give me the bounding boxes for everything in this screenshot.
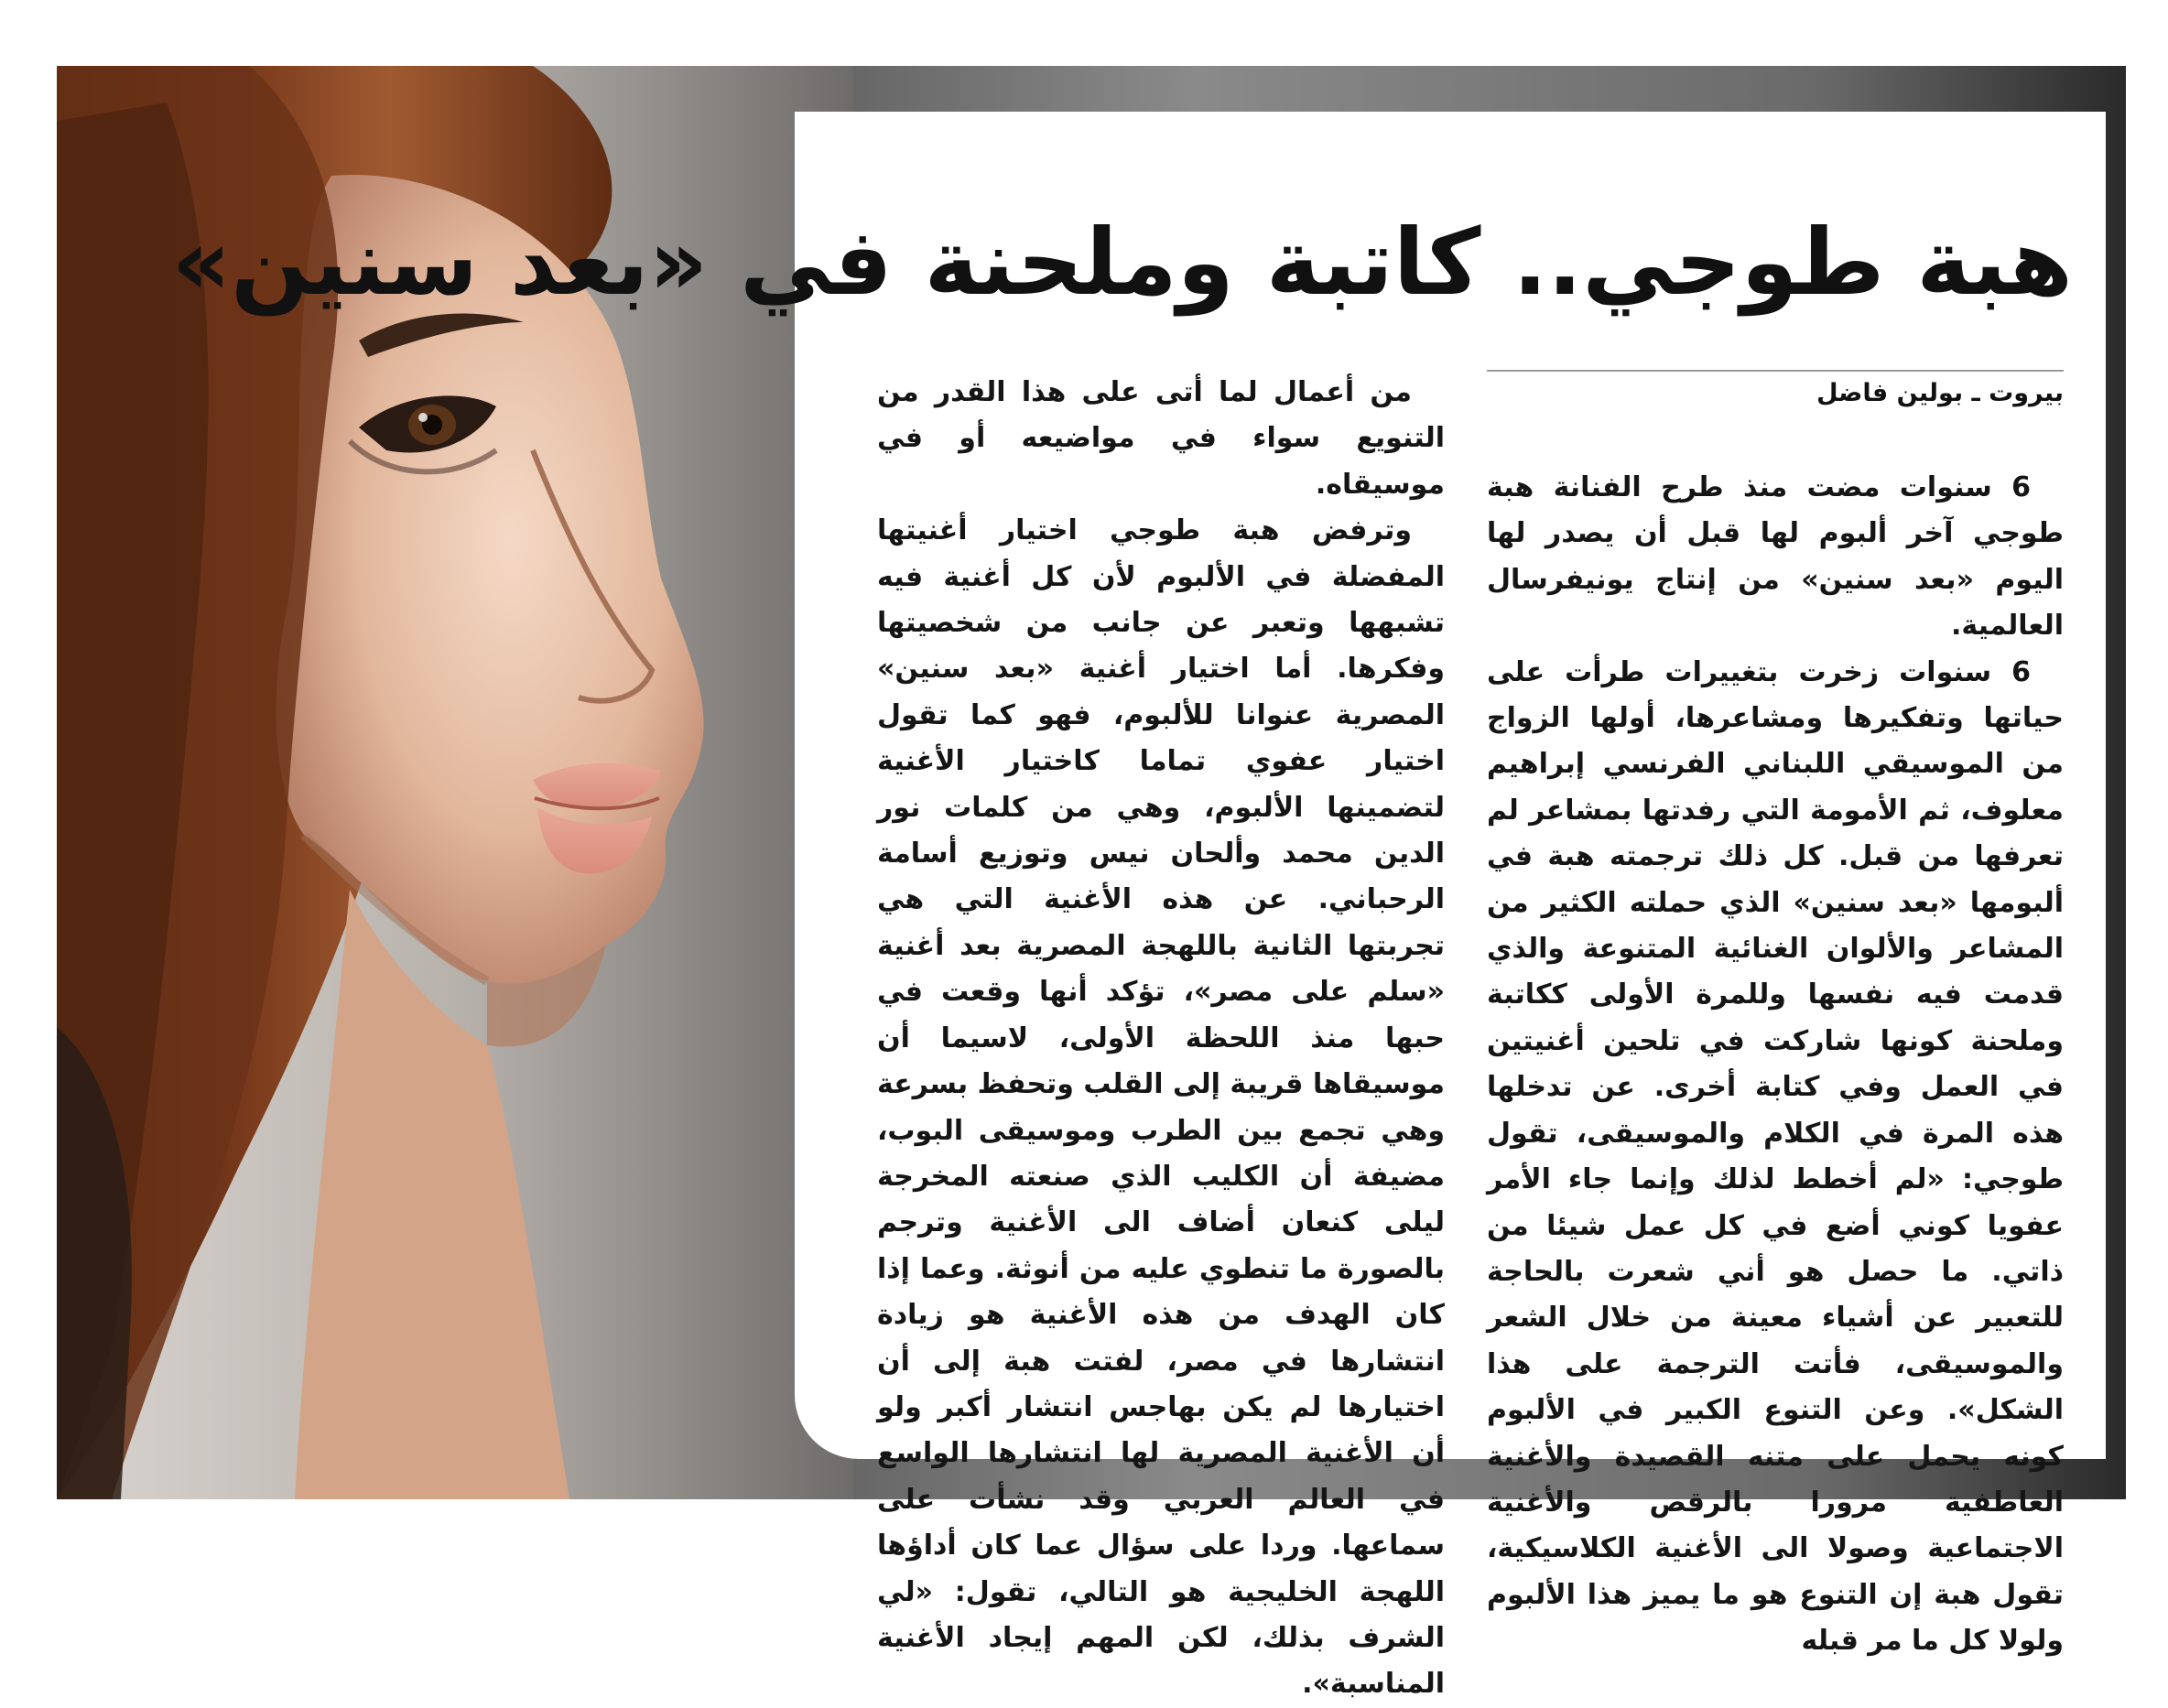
paragraph: من أعمال لما أتى على هذا القدر من التنويع سواء في مواضيعه أو في موسيقاه. (877, 376, 1445, 501)
headline: هبة طوجي.. كاتبة وملحنة في «بعد سنين» (171, 209, 2073, 316)
paragraph: 6 سنوات مضت منذ طرح الفنانة هبة طوجي آخر ألبوم لها قبل أن يصدر لها اليوم «بعد سنين» من إنتاج يونيفرسال العالمية. (1487, 471, 2064, 643)
article-column-left (877, 370, 1445, 1708)
article-column-right (1487, 465, 2064, 1665)
paragraph: 6 سنوات زخرت بتغييرات طرأت على حياتها وتفكيرها ومشاعرها، أولها الزواج من الموسيقي اللبناني الفرنسي إبراهيم معلوف، ثم الأمومة التي رفدتها بمشاعر لم تعرفها من قبل. كل ذلك ترجمته هبة في ألبومها «بعد سنين» الذي حملته الكثير من المشاعر والألوان الغنائية المتنوعة والذي قدمت فيه نفسها وللمرة الأولى ككاتبة وملحنة كونها شاركت في تلحين أغنيتين في العمل وفي كتابة أخرى. عن تدخلها هذه المرة في الكلام والموسيقى، تقول طوجي: «لم أخطط لذلك وإنما جاء الأمر عفويا كوني أضع في كل عمل شيئا من ذاتي. ما حصل هو أني شعرت بالحاجة للتعبير عن أشياء معينة من خلال الشعر والموسيقى، فأتت الترجمة على هذا الشكل». وعن التنوع الكبير في الألبوم كونه يحمل على متنه القصيدة والأغنية العاطفية مرورا بالرقص والأغنية الاجتماعية وصولا الى الأغنية الكلاسيكية، تقول هبة إن التنوع هو ما يميز هذا الألبوم ولولا كل ما مر قبله (1487, 655, 2064, 1658)
article-panel (171, 112, 2106, 1701)
page-spread (57, 66, 2126, 1701)
paragraph: وترفض هبة طوجي اختيار أغنيتها المفضلة في الألبوم لأن كل أغنية فيه تشبهها وتعبر عن جانب من شخصيتها وفكرها. أما اختيار أغنية «بعد سنين» المصرية عنوانا للألبوم، فهو كما تقول اختيار عفوي تماما كاختيار الأغنية لتضمينها الألبوم، وهي من كلمات نور الدين محمد وألحان نيس وتوزيع أسامة الرحباني. عن هذه الأغنية التي هي تجربتها الثانية باللهجة المصرية بعد أغنية «سلم على مصر»، تؤكد أنها وقعت في حبها منذ اللحظة الأولى، لاسيما أن موسيقاها قريبة إلى القلب وتحفظ بسرعة وهي تجمع بين الطرب وموسيقى البوب، مضيفة أن الكليب الذي صنعته المخرجة ليلى كنعان أضاف الى الأغنية وترجم بالصورة ما تنطوي عليه من أنوثة. وعما إذا كان الهدف من هذه الأغنية هو زيادة انتشارها في مصر، لفتت هبة إلى أن اختيارها لم يكن بهاجس انتشار أكبر ولو أن الأغنية المصرية لها انتشارها الواسع في العالم العربي وقد نشأت على سماعها. وردا على سؤال عما كان أداؤها اللهجة الخليجية هو التالي، تقول: «لي الشرف بذلك، لكن المهم إيجاد الأغنية المناسبة». (877, 514, 1445, 1701)
byline-divider (1487, 370, 2064, 372)
byline: بيروت ـ بولين فاضل (1816, 379, 2064, 407)
